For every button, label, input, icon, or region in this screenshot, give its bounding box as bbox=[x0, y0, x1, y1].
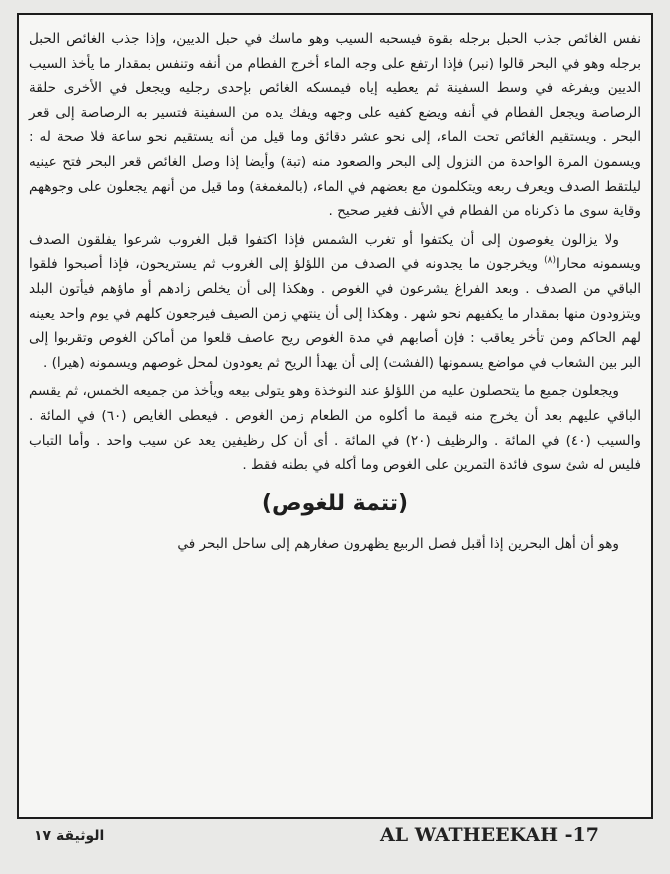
section-heading-text: (تتمة للغوص) bbox=[261, 490, 409, 516]
paragraph-2-text-a: ولا يزالون يغوصون إلى أن يكتفوا أو تغرب الشمس فإذا اكتفوا قبل الغروب شرعوا يفلقون الصدف ويسمونه محارا bbox=[29, 231, 641, 273]
footnote-marker: (٨) bbox=[544, 255, 556, 266]
footer-english-title: AL WATHEEKAH -17 bbox=[380, 824, 599, 846]
article-body bbox=[29, 27, 641, 811]
paragraph-4: وهو أن أهل البحرين إذا أقبل فصل الربيع يظهرون صغارهم إلى ساحل البحر في bbox=[177, 536, 619, 553]
paragraph-2-text-b: ويخرجون ما يجدونه في الصدف من اللؤلؤ إلى الغروب ثم يستريحون، فإذا أصبحوا فلقوا الباقي من الصدف . وبعد الفراغ يشرعون في الغوص . وهكذا إلى أن يخلص زادهم أو ماؤهم فيأتون البلد ويتزودون منها بمقدار ما يكفيهم نحو شهر . وهكذا إلى أن ينتهي زمن الصيف فيرجعون كلهم في يوم واحد يعينه لهم الحاكم ومن تأخر يعاقب : فإن أصابهم في مدة الغوص ريح عاصف قلعوا من أماكن الغوص وتقربوا إلى البر بين الشعاب في مواضع يسمونها (الفشت) إلى أن يهدأ الريح ثم يعودون لمحل غوصهم ويسمونه (هيرا) . bbox=[29, 256, 641, 371]
page-footer bbox=[0, 822, 670, 852]
paragraph-1: نفس الغائص جذب الحبل برجله بقوة فيسحبه السيب وهو ماسك في حبل الديين، وإذا جذب الغائص الحبل برجله وهو في البحر قالوا (نبر) فإذا ارتفع على وجه الماء أخرج الفطام من أنفه وتنفس بمقدار ما يأخذ السيب الديين ويفرغه في وسط السفينة ثم يعطيه إياه فيمسكه الغائص بإحدى رجليه ويجعل في الأخرى حلقة الرصاصة ويجعل الفطام في أنفه ويضع كفيه على وجهه ويفك يده من السفينة فتسير به الرصاصة إلى قعر البحر . ويستقيم الغائص تحت الماء، إلى نحو عشر دقائق وما قيل من أنه يستقيم نحو ساعة فلا صحة له : ويسمون المرة الواحدة من النزول إلى البحر والصعود منه (تبة) وأيضا إذا وصل الغائص قعر البحر فتح عينيه ليلتقط الصدف ويعرف ربعه ويتكلمون مع بعضهم في الماء، (بالمغمغة) وما قيل من أنهم يجعلون على وجوههم وقاية سوى ما ذكرناه من الفطام في الأنف فغير صحيح . bbox=[29, 31, 641, 220]
page-frame bbox=[17, 13, 653, 819]
paragraph-2 bbox=[29, 228, 641, 376]
footer-arabic-title: الوثيقة ١٧ bbox=[34, 828, 105, 844]
paragraph-3: ويجعلون جميع ما يتحصلون عليه من اللؤلؤ عند النوخذة وهو يتولى بيعه ويأخذ من جميعه الخمس، ثم يقسم الباقي عليهم بعد أن يخرج منه قيمة ما أكلوه من الطعام زمن الغوص . فيعطى الغايص (٦٠) في المائة . والسيب (٤٠) في المائة . والرظيف (٢٠) في المائة . أى أن كل رظيفين يعد عن سيب واحد . وأما التباب فليس له شئ سوى فائدة التمرين على الغوص وما أكله في بطنه فقط . bbox=[29, 383, 641, 474]
section-heading bbox=[29, 492, 641, 519]
